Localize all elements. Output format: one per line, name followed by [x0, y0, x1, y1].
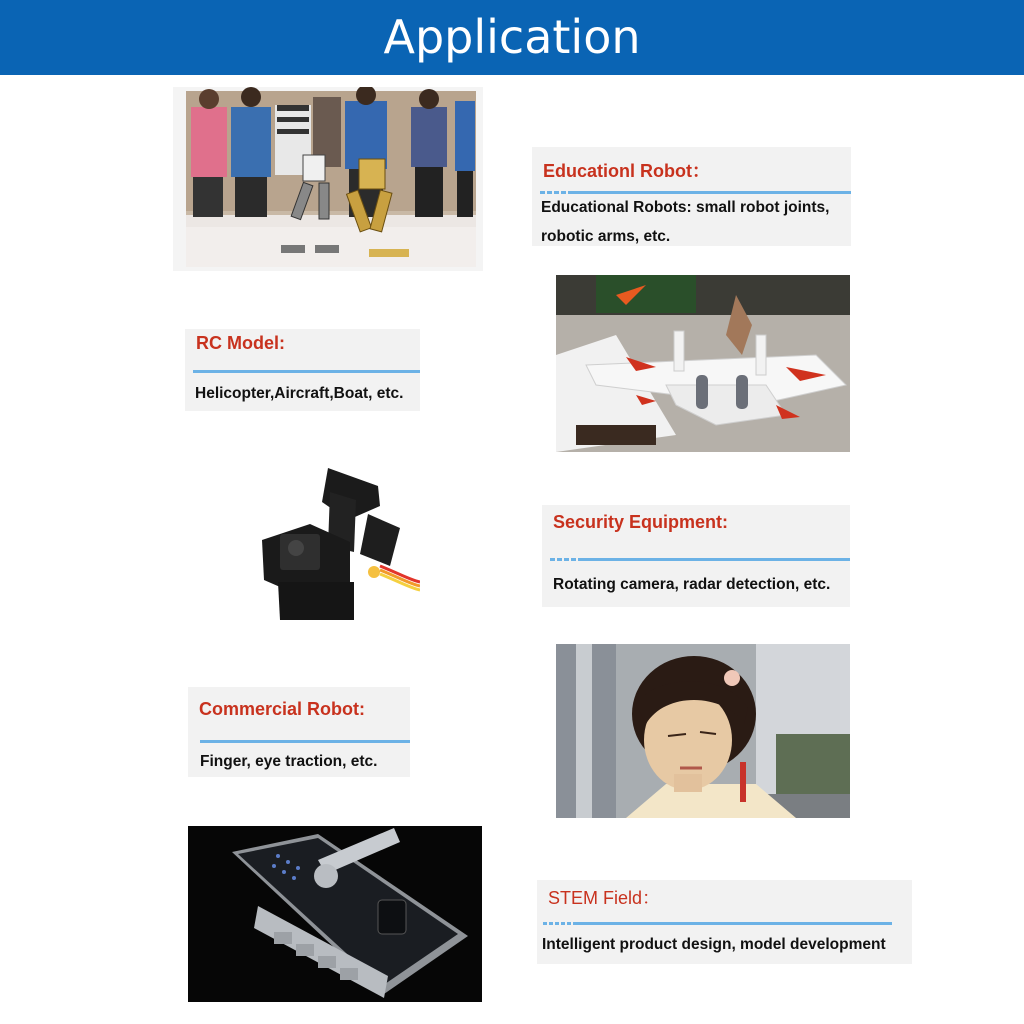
smart-door-lock-photo: [188, 826, 482, 1002]
robot-competition-photo: [173, 87, 483, 271]
card-description: Educational Robots: small robot joints, robotic arms, etc.: [541, 199, 830, 245]
education-robot-card: [532, 147, 851, 246]
card-title: Commercial Robot:: [199, 699, 366, 719]
commercial-robot-card: [188, 687, 410, 777]
card-title: STEM Field：: [548, 888, 661, 908]
divider: [543, 922, 892, 925]
divider: [193, 370, 420, 373]
rc-aircraft-photo: [556, 275, 850, 452]
card-title: Educationl Robot：: [543, 161, 710, 181]
card-description: Helicopter,Aircraft,Boat, etc.: [195, 385, 404, 402]
card-title: RC Model:: [196, 333, 285, 353]
card-description: Finger, eye traction, etc.: [200, 753, 378, 770]
divider: [550, 558, 850, 561]
stem-field-card: [537, 880, 912, 964]
divider: [200, 740, 410, 743]
page-title: Application: [383, 10, 641, 64]
card-description: Intelligent product design, model development: [542, 936, 886, 953]
pan-tilt-servo-bracket-photo: [250, 462, 420, 628]
rc-model-card: [185, 329, 420, 411]
security-equipment-card: [542, 505, 850, 607]
card-title: Security Equipment:: [553, 512, 729, 532]
card-description: Rotating camera, radar detection, etc.: [553, 576, 831, 593]
humanoid-robot-woman-photo: [556, 644, 850, 818]
